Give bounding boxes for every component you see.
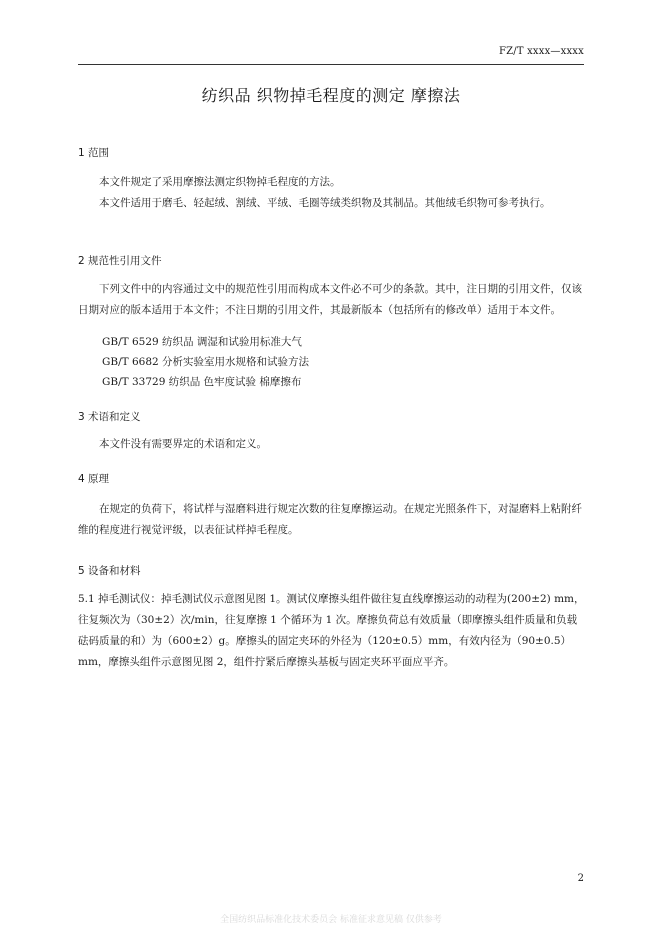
principle-paragraph: 在规定的负荷下，将试样与湿磨料进行规定次数的往复摩擦运动。在规定光照条件下，对湿磨料上粘附纤维的程度进行视觉评级，以表征试样掉毛程度。 [78, 503, 582, 536]
document-title: 纺织品 织物掉毛程度的测定 摩擦法 [201, 86, 461, 105]
section-heading-principle: 4 原理 [78, 473, 110, 485]
reference-item: GB/T 33729 纺织品 色牢度试验 棉摩擦布 [102, 376, 302, 388]
header-divider [78, 64, 584, 65]
section-heading-normative-references: 2 规范性引用文件 [78, 255, 162, 267]
section-heading-terms-definitions: 3 术语和定义 [78, 411, 141, 423]
reference-item: GB/T 6682 分析实验室用水规格和试验方法 [102, 356, 310, 368]
scope-paragraph-2: 本文件适用于磨毛、轻起绒、割绒、平绒、毛圈等绒类织物及其制品。其他绒毛织物可参考执行。 [99, 197, 551, 209]
scope-paragraph-1: 本文件规定了采用摩擦法测定织物掉毛程度的方法。 [99, 176, 341, 188]
terms-paragraph: 本文件没有需要界定的术语和定义。 [99, 438, 267, 450]
standard-code: FZ/T xxxx—xxxx [498, 46, 584, 57]
section-heading-scope: 1 范围 [78, 147, 110, 159]
clause-5-1-paragraph: 5.1 掉毛测试仪：掉毛测试仪示意图见图 1。测试仪摩擦头组件做往复直线摩擦运动的动程为(200±2) mm，往复频次为（30±2）次/min，往复摩擦 1 个循环为 1 次。摩擦负荷总有效质量（即摩擦头组件质量和负载砝码质量的和）为（600±2）g。摩擦头的固定夹环的外径为（120±0.5）mm，有效内径为（90±0.5）mm，摩擦头组件示意图见图 2，组件拧紧后摩擦头基板与固定夹环平面应平齐。 [78, 593, 585, 668]
footer-watermark: 全国纺织品标准化技术委员会 标准征求意见稿 仅供参考 [220, 915, 442, 925]
page-number: 2 [577, 873, 584, 884]
section-heading-apparatus-materials: 5 设备和材料 [78, 565, 141, 577]
reference-item: GB/T 6529 纺织品 调湿和试验用标准大气 [102, 336, 302, 348]
references-intro-paragraph: 下列文件中的内容通过文中的规范性引用而构成本文件必不可少的条款。其中，注日期的引用文件，仅该日期对应的版本适用于本文件；不注日期的引用文件，其最新版本（包括所有的修改单）适用于本文件。 [78, 283, 582, 316]
